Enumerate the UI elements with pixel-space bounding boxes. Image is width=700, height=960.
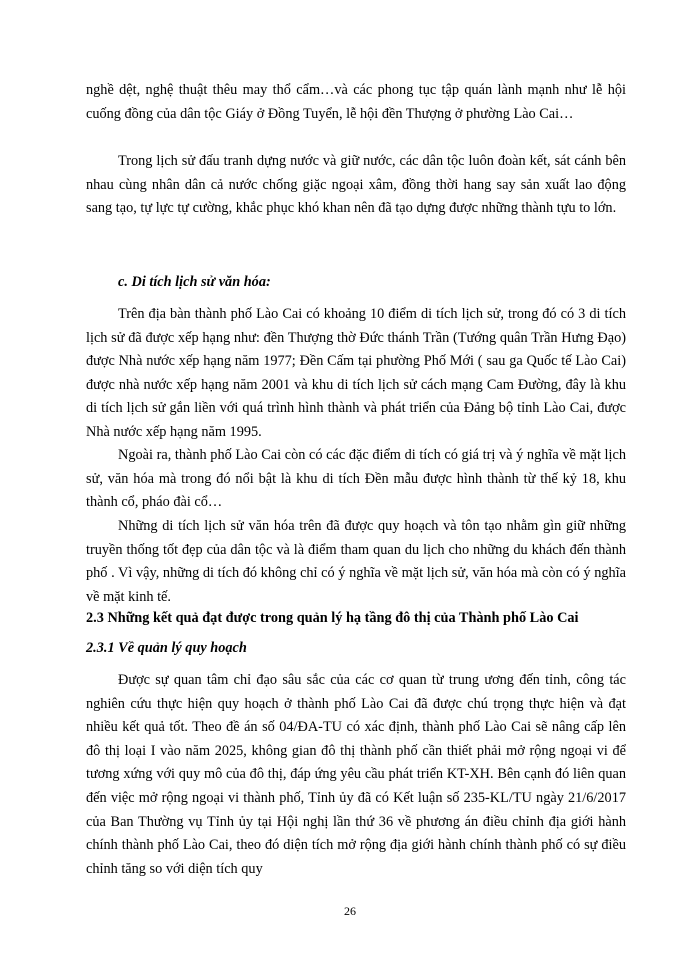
section-heading-c: c. Di tích lịch sử văn hóa:	[118, 274, 271, 290]
paragraph-history-unity: Trong lịch sử đấu tranh dựng nước và giữ nước, các dân tộc luôn đoàn kết, sát cánh bên nhau cùng nhân dân cả nước chống giặc ngoại xâm, đồng thời hang say sản xuất lao động sang tạo, tự lực tự cường, khắc phục khó khan nên đã tạo dựng được những thành tựu to lớn.	[86, 153, 626, 217]
page-number: 26	[344, 904, 356, 918]
paragraph-relics: Trên địa bàn thành phố Lào Cai có khoảng 10 điểm di tích lịch sử, trong đó có 3 di tích lịch sử đã được xếp hạng như: đền Thượng thờ Đức thánh Trần (Tướng quân Trần Hưng Đạo) được Nhà nước xếp hạng năm 1977; Đền Cấm tại phường Phố Mới ( sau ga Quốc tế Lào Cai) được nhà nước xếp hạng năm 2001 và khu di tích lịch sử cách mạng Cam Đường, đây là khu di tích lịch sử gắn liền với quá trình hình thành và phát triển của Đảng bộ tỉnh Lào Cai, được Nhà nước xếp hạng năm 1995.	[86, 306, 626, 440]
paragraph-other-relics: Ngoài ra, thành phố Lào Cai còn có các đặc điểm di tích có giá trị và ý nghĩa về mặt lịch sử, văn hóa mà trong đó nổi bật là khu di tích Đền mẫu được hình thành từ thế kỷ 18, khu thành cổ, pháo đài cổ…	[86, 447, 626, 511]
section-heading-2-3: 2.3 Những kết quả đạt được trong quản lý hạ tầng đô thị của Thành phố Lào Cai	[86, 610, 579, 626]
paragraph-preservation: Những di tích lịch sử văn hóa trên đã được quy hoạch và tôn tạo nhằm gìn giữ những truyền thống tốt đẹp của dân tộc và là điểm tham quan du lịch cho những du khách đến thành phố . Vì vậy, những di tích đó không chỉ có ý nghĩa về mặt lịch sử, văn hóa mà còn có ý nghĩa về mặt kinh tế.	[86, 518, 626, 605]
paragraph-crafts-festivals: nghề dệt, nghệ thuật thêu may thổ cẩm…và các phong tục tập quán lành mạnh như lễ hội cuống đồng của dân tộc Giáy ở Đồng Tuyển, lễ hội đền Thượng ở phường Lào Cai…	[86, 82, 626, 122]
section-heading-2-3-1: 2.3.1 Về quản lý quy hoạch	[86, 640, 247, 656]
paragraph-planning: Được sự quan tâm chỉ đạo sâu sắc của các cơ quan từ trung ương đến tỉnh, công tác nghiên cứu thực hiện quy hoạch ở thành phố Lào Cai đã được chú trọng thực hiện và đạt nhiều kết quả tốt. Theo đề án số 04/ĐA-TU có xác định, thành phố Lào Cai sẽ nâng cấp lên đô thị loại I vào năm 2025, không gian đô thị thành phố cần thiết phải mở rộng ngoại vi để tương xứng với quy mô của đô thị, đáp ứng yêu cầu phát triển KT-XH. Bên cạnh đó liên quan đến việc mở rộng ngoại vi thành phố, Tỉnh ủy đã có Kết luận số 235-KL/TU ngày 21/6/2017 của Ban Thường vụ Tỉnh ủy tại Hội nghị lần thứ 36 về phương án điều chỉnh địa giới hành chính thành phố Lào Cai, theo đó diện tích mở rộng địa giới hành chính thành phố có sự điều chỉnh tăng so với diện tích quy	[86, 672, 626, 877]
